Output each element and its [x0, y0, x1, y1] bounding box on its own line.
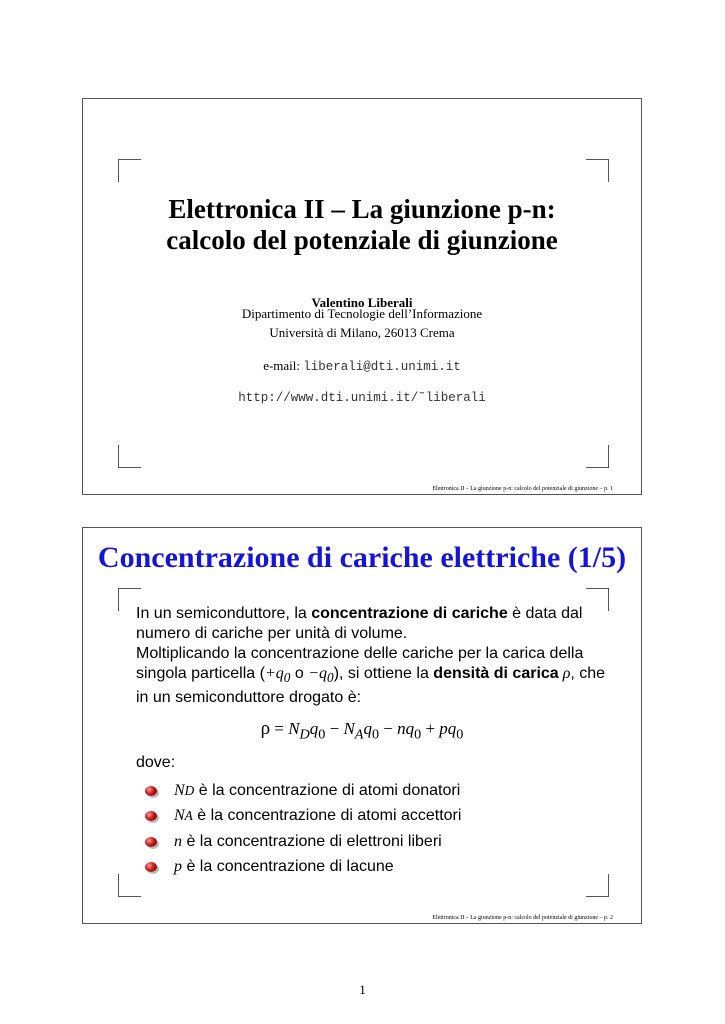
list-item — [145, 804, 461, 830]
text: In un semiconduttore, la — [136, 605, 312, 622]
minus: − — [325, 719, 344, 738]
subscript: 0 — [414, 726, 422, 743]
item-text: è la concentrazione di atomi donatori — [194, 781, 461, 799]
math-term: N — [288, 719, 300, 738]
page-number: 1 — [359, 982, 366, 997]
slide-2-title: Concentrazione di cariche elettriche (1/5) — [97, 541, 627, 574]
subscript: 0 — [283, 670, 291, 686]
slide-1 — [82, 98, 642, 495]
text: Moltiplicando la concentrazione delle cariche per la carica della singola particella ( — [136, 645, 584, 682]
email-address[interactable]: liberali@dti.unimi.it — [303, 360, 461, 374]
math-term: N — [343, 719, 355, 738]
plus: + — [421, 719, 440, 738]
subscript: A — [184, 808, 193, 824]
list-item — [145, 829, 461, 855]
subscript: A — [354, 726, 364, 743]
corner-mark-bottom-left — [118, 874, 141, 897]
email-label: e-mail: — [263, 358, 301, 373]
corner-mark-bottom-left — [118, 445, 141, 468]
math-term: N — [174, 807, 185, 825]
item-text: è la concentrazione di elettroni liberi — [182, 832, 442, 850]
subscript: D — [299, 726, 310, 743]
rho-symbol: ρ — [260, 718, 271, 739]
bullet-ball-icon — [145, 811, 157, 821]
paragraph-2 — [136, 644, 606, 708]
slide-2-body — [136, 604, 606, 708]
url-line — [83, 389, 641, 405]
slide-2 — [82, 527, 642, 924]
math-term: pq — [439, 719, 457, 738]
email-line — [83, 358, 641, 374]
author-name: Valentino Liberali — [311, 295, 413, 310]
slide-2-footer: Elettronica II – La giunzione p-n: calcolo del potenziale di giunzione – p. 2 — [432, 915, 613, 921]
bold-term: concentrazione di cariche — [311, 605, 508, 622]
equals: = — [270, 719, 289, 738]
bold-term: densità di carica — [433, 665, 559, 682]
corner-mark-top-right — [586, 159, 609, 182]
list-item — [145, 855, 461, 881]
corner-mark-top-left — [118, 159, 141, 182]
list-item — [145, 778, 461, 804]
math-term: +q — [264, 665, 284, 682]
text: è data dal numero di cariche per unità di volume. — [136, 605, 583, 642]
corner-mark-bottom-right — [586, 445, 609, 468]
math-term: p — [174, 858, 182, 876]
subscript: D — [184, 782, 195, 798]
math — [264, 665, 291, 686]
math-term: N — [174, 781, 185, 799]
slide-1-title — [83, 194, 641, 256]
math-term: q — [309, 719, 319, 738]
math — [308, 665, 334, 686]
slide-1-footer: Elettronica II – La giunzione p-n: calcolo del potenziale di giunzione – p. 1 — [432, 486, 613, 492]
item-text: è la concentrazione di lacune — [182, 858, 394, 876]
title-line-1: Elettronica II – La giunzione p-n: — [168, 194, 556, 224]
math-term: q — [363, 719, 372, 738]
rho-symbol: ρ — [558, 665, 571, 682]
bullet-ball-icon — [145, 862, 157, 872]
math-term: n — [174, 832, 182, 850]
subscript: 0 — [371, 726, 380, 743]
paragraph-1 — [136, 604, 606, 644]
minus: − — [379, 719, 398, 738]
subscript: 0 — [318, 726, 326, 743]
text: ), si ottiene la — [333, 665, 434, 682]
homepage-url[interactable]: http://www.dti.unimi.it/˜liberali — [238, 391, 486, 405]
dove-label: dove: — [136, 754, 176, 771]
item-text: è la concentrazione di atomi accettori — [192, 807, 462, 825]
text: , che in un semiconduttore drogato è: — [136, 665, 606, 707]
math-term: nq — [397, 719, 415, 738]
bullet-ball-icon — [145, 837, 157, 847]
text: o — [290, 665, 309, 682]
department: Dipartimento di Tecnologie dell’Informazione — [241, 306, 483, 321]
bullet-ball-icon — [145, 786, 157, 796]
university: Università di Milano, 26013 Crema — [269, 325, 455, 340]
subscript: 0 — [456, 726, 464, 743]
subscript: 0 — [327, 670, 334, 686]
definition-list — [145, 778, 461, 880]
corner-mark-bottom-right — [586, 874, 609, 897]
charge-density-formula — [83, 718, 641, 743]
math-term: −q — [308, 665, 328, 682]
title-line-2: calcolo del potenziale di giunzione — [166, 225, 558, 255]
